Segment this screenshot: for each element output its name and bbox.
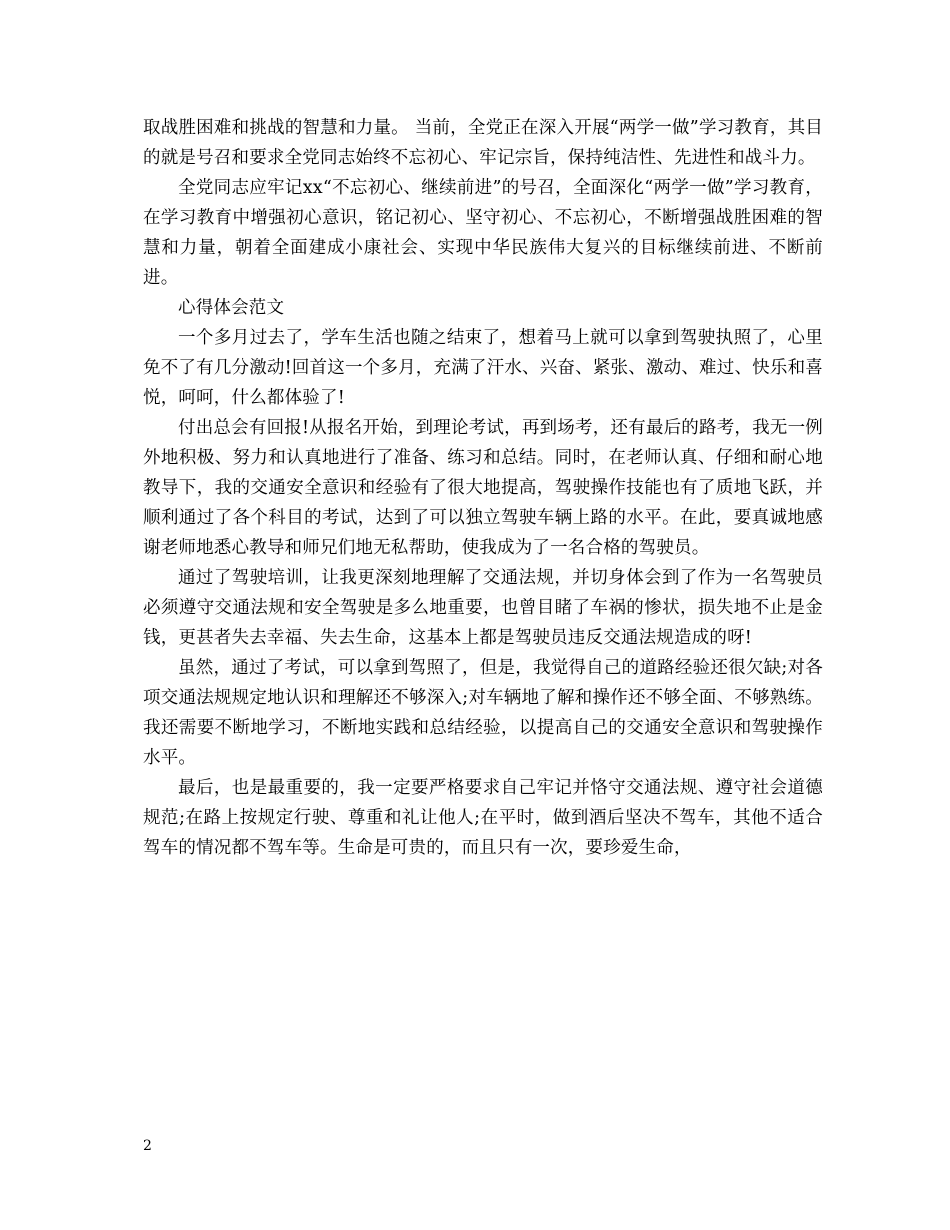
paragraph-conclusion: 最后，也是最重要的，我一定要严格要求自己牢记并恪守交通法规、遵守社会道德规范;在路上按规定行驶、尊重和礼让他人;在平时，做到酒后坚决不驾车，其他不适合驾车的情况都不驾车等。生命是可贵的，而且只有一次，要珍爱生命， [143,778,823,858]
paragraph-party-call: 全党同志应牢记xx“不忘初心、继续前进”的号召，全面深化“两学一做”学习教育，在学习教育中增强初心意识，铭记初心、坚守初心、不忘初心，不断增强战胜困难的智慧和力量，朝着全面建成小康社会、实现中华民族伟大复兴的目标继续前进、不断前进。 [143,178,823,288]
paragraph-driving-intro: 一个多月过去了，学车生活也随之结束了，想着马上就可以拿到驾驶执照了，心里免不了有几分激动!回首这一个多月，充满了汗水、兴奋、紧张、激动、难过、快乐和喜悦，呵呵，什么都体验了! [143,328,823,408]
paragraph-effort: 付出总会有回报!从报名开始，到理论考试，再到场考，还有最后的路考，我无一例外地积极、努力和认真地进行了准备、练习和总结。同时，在老师认真、仔细和耐心地教导下，我的交通安全意识和经验有了很大地提高，驾驶操作技能也有了质地飞跃，并顺利通过了各个科目的考试，达到了可以独立驾驶车辆上路的水平。在此，要真诚地感谢老师地悉心教导和师兄们地无私帮助，使我成为了一名合格的驾驶员。 [143,418,823,558]
paragraph-experience: 虽然，通过了考试，可以拿到驾照了，但是，我觉得自己的道路经验还很欠缺;对各项交通法规规定地认识和理解还不够深入;对车辆地了解和操作还不够全面、不够熟练。我还需要不断地学习，不断地实践和总结经验，以提高自己的交通安全意识和驾驶操作水平。 [143,658,823,768]
paragraph-traffic-rules: 通过了驾驶培训，让我更深刻地理解了交通法规，并切身体会到了作为一名驾驶员必须遵守交通法规和安全驾驶是多么地重要，也曾目睹了车祸的惨状，损失地不止是金钱，更甚者失去幸福、失去生命，这基本上都是驾驶员违反交通法规造成的呀! [143,568,823,648]
paragraph-continuation: 取战胜困难和挑战的智慧和力量。 当前，全党正在深入开展“两学一做”学习教育，其目的就是号召和要求全党同志始终不忘初心、牢记宗旨，保持纯洁性、先进性和战斗力。 [143,118,823,168]
page-number: 2 [143,1138,152,1154]
body-text [143,113,823,863]
section-heading: 心得体会范文 [178,298,285,318]
